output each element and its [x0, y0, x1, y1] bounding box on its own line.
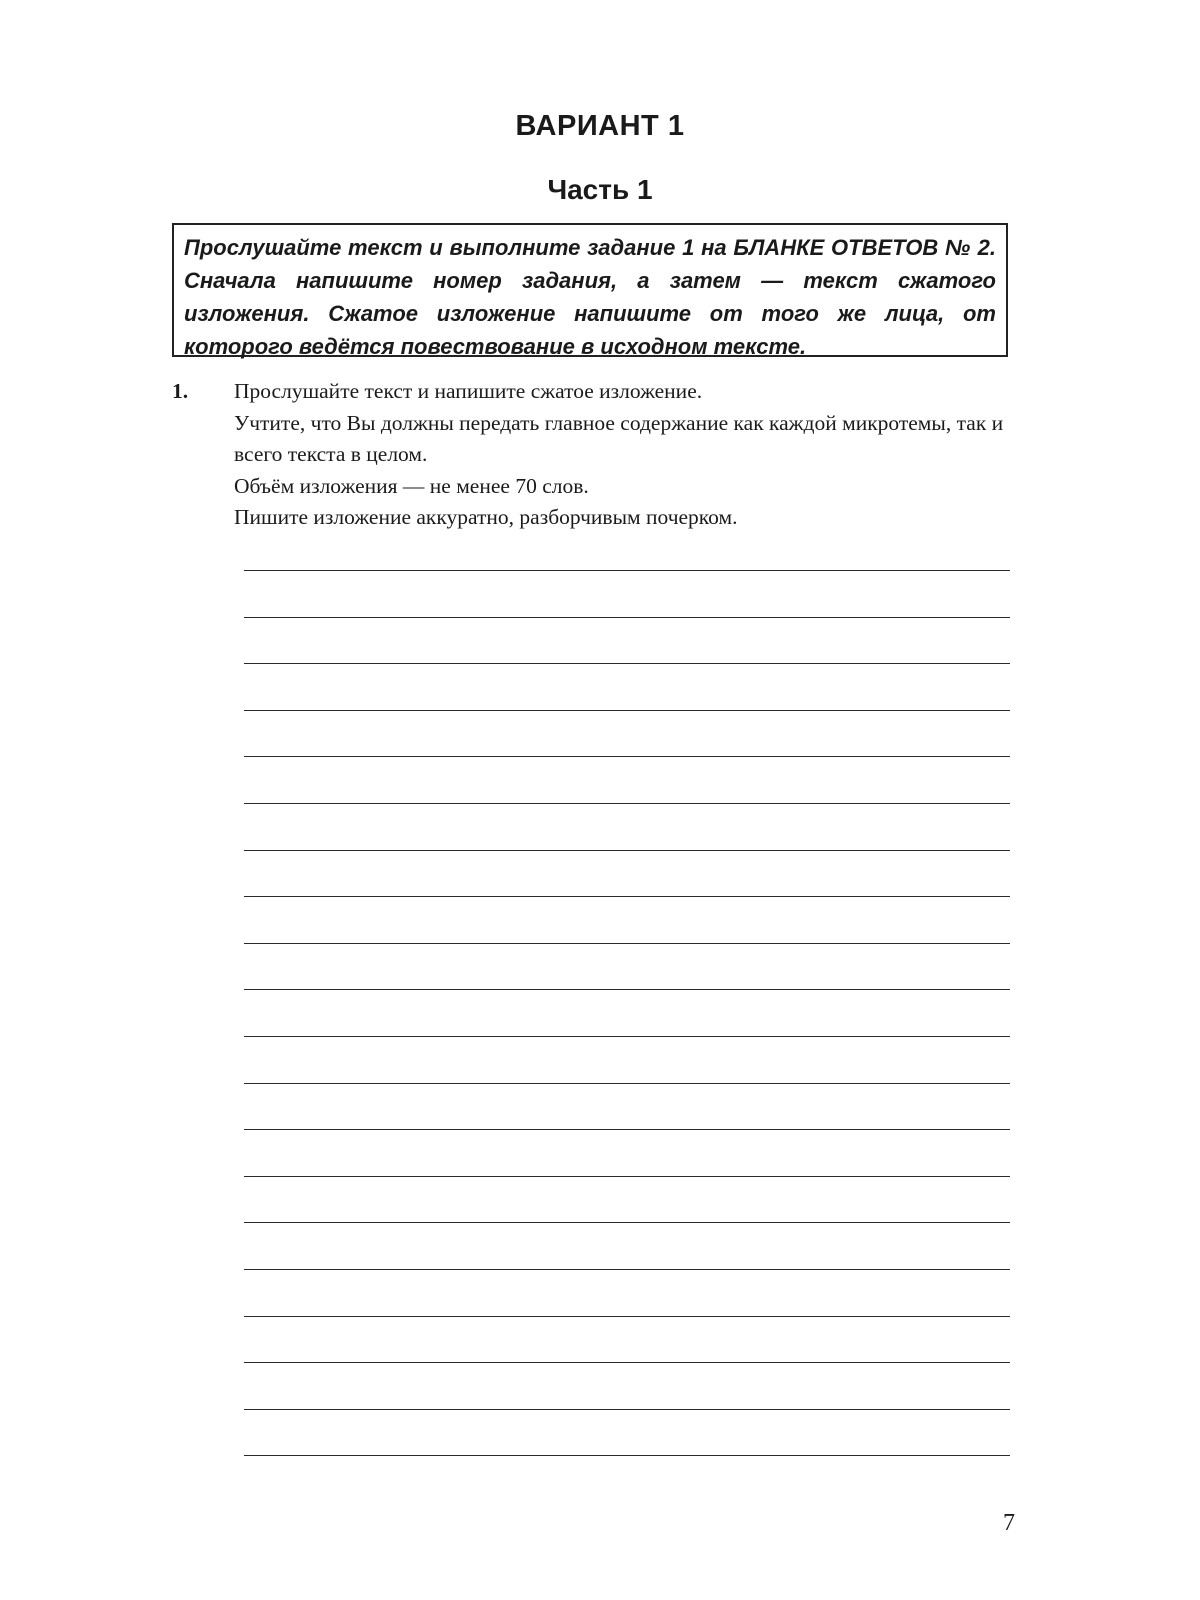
variant-title: ВАРИАНТ 1: [515, 110, 685, 142]
answer-line[interactable]: [244, 943, 1010, 944]
answer-line[interactable]: [244, 1222, 1010, 1223]
answer-line[interactable]: [244, 850, 1010, 851]
task-line: Прослушайте текст и напишите сжатое изложение.: [234, 379, 703, 403]
answer-line[interactable]: [244, 1316, 1010, 1317]
answer-line[interactable]: [244, 663, 1010, 664]
task-line: Учтите, что Вы должны передать главное содержание как каждой микротемы, так и всего текста в целом.: [234, 410, 1004, 466]
answer-line[interactable]: [244, 1083, 1010, 1084]
page-number: 7: [1003, 1510, 1015, 1536]
answer-line[interactable]: [244, 570, 1010, 571]
answer-line[interactable]: [244, 803, 1010, 804]
answer-line[interactable]: [244, 1455, 1010, 1456]
task-line: Пишите изложение аккуратно, разборчивым почерком.: [234, 505, 738, 529]
answer-line[interactable]: [244, 1176, 1010, 1177]
task-number: 1.: [172, 379, 189, 403]
answer-line[interactable]: [244, 1129, 1010, 1130]
answer-line[interactable]: [244, 617, 1010, 618]
answer-line[interactable]: [244, 896, 1010, 897]
answer-line[interactable]: [244, 989, 1010, 990]
answer-line[interactable]: [244, 710, 1010, 711]
answer-line[interactable]: [244, 756, 1010, 757]
task-line: Объём изложения — не менее 70 слов.: [234, 473, 589, 498]
answer-line[interactable]: [244, 1269, 1010, 1270]
answer-lines-area[interactable]: [244, 0, 1010, 1600]
answer-line[interactable]: [244, 1409, 1010, 1410]
part-title: Часть 1: [547, 174, 653, 205]
answer-line[interactable]: [244, 1362, 1010, 1363]
answer-line[interactable]: [244, 1036, 1010, 1037]
instruction-text: Прослушайте текст и выполните задание 1 на БЛАНКЕ ОТВЕТОВ № 2. Сначала напишите номер задания, а затем — текст сжатого изложения. Сжатое изложение напишите от того же лица, от которого ведётся повествование в исходном тексте.: [184, 235, 996, 359]
